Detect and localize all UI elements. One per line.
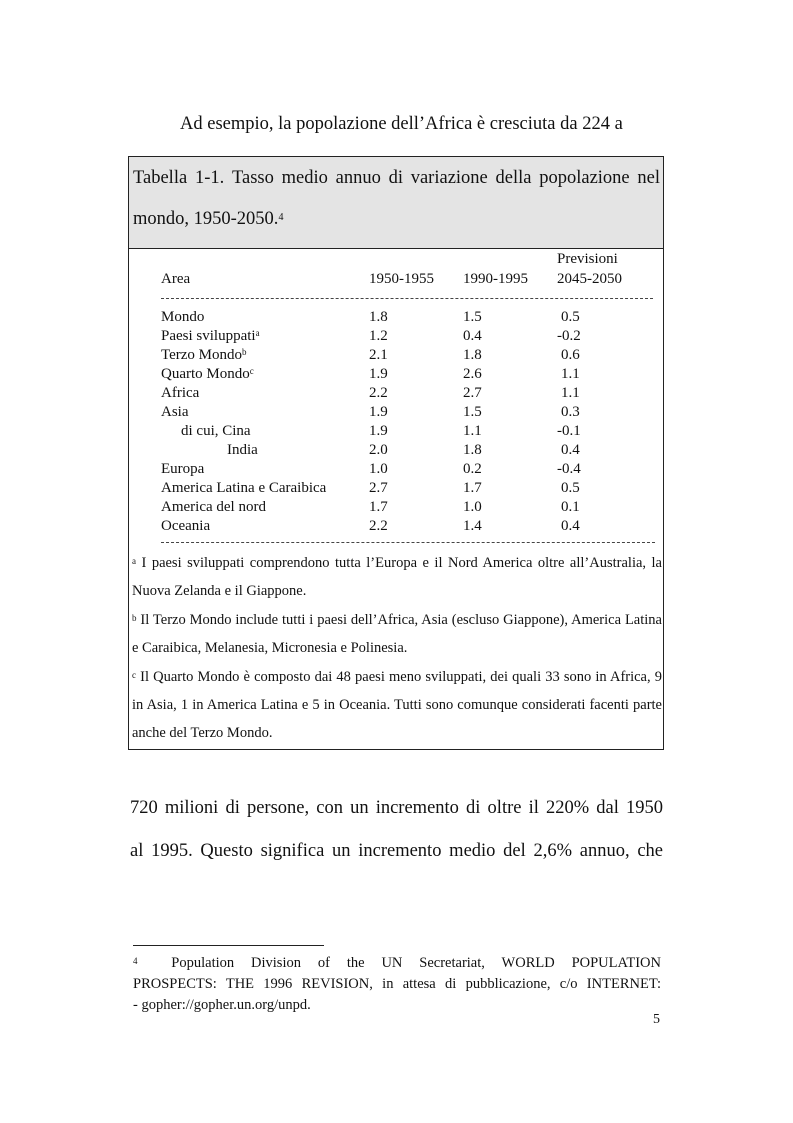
header-previsioni: Previsioni [557,251,618,267]
note-text: Il Terzo Mondo include tutti i paesi dell’Africa, Asia (escluso Giappone), America Latina e Caraibica, Melanesia, Micronesia e Polinesia. [132,612,662,656]
row-value-2045-2050: 0.6 [561,347,580,363]
page-number: 5 [653,1012,660,1027]
row-note-mark: a [255,328,260,338]
table-note-c [132,663,662,747]
header-1950-1955: 1950-1955 [369,271,434,287]
row-value-1990-1995: 0.4 [463,328,482,344]
caption-footnote-ref: 4 [278,212,284,223]
row-value-2045-2050: 1.1 [561,366,580,382]
row-value-1990-1995: 1.8 [463,347,482,363]
row-value-1990-1995: 1.5 [463,404,482,420]
row-value-1950-1955: 1.9 [369,404,388,420]
row-value-2045-2050: -0.1 [557,423,581,439]
caption-word: popolazione [539,168,630,188]
row-value-2045-2050: -0.4 [557,461,581,477]
caption-word: di [388,168,403,188]
caption-word: Tasso [231,168,274,188]
row-value-1950-1955: 1.0 [369,461,388,477]
row-area: Quarto Mondo$^c$ [161,366,254,382]
row-area: Paesi sviluppati$^a$ [161,328,260,344]
intro-line: Ad esempio, la popolazione dell’Africa è cresciuta da 224 a [180,114,623,134]
row-area: Oceania [161,518,211,534]
note-mark: a [132,556,136,566]
row-area: di cui, Cina [181,423,251,439]
note-text: I paesi sviluppati comprendono tutta l’Europa e il Nord America oltre all’Australia, la Nuova Zelanda e il Giappone. [132,555,662,599]
caption-word: della [495,168,532,188]
row-value-1950-1955: 2.2 [369,385,388,401]
table-caption [129,157,663,249]
row-area: Europa [161,461,205,477]
header-1990-1995: 1990-1995 [463,271,528,287]
row-value-1990-1995: 1.4 [463,518,482,534]
footnote-mark: 4 [133,956,138,966]
row-value-1990-1995: 1.5 [463,309,482,325]
divider-top [161,298,653,299]
row-note-mark: b [242,347,247,357]
header-2045-2050: 2045-2050 [557,271,622,287]
caption-word: 1-1. [194,168,225,188]
row-value-1990-1995: 1.0 [463,499,482,515]
row-value-2045-2050: 0.3 [561,404,580,420]
row-value-2045-2050: -0.2 [557,328,581,344]
row-value-1950-1955: 1.8 [369,309,388,325]
row-value-2045-2050: 1.1 [561,385,580,401]
row-value-1990-1995: 1.1 [463,423,482,439]
caption-word: medio [281,168,328,188]
row-value-1950-1955: 1.2 [369,328,388,344]
row-area: Terzo Mondo$^b$ [161,347,247,363]
note-mark: c [132,670,136,680]
row-value-2045-2050: 0.4 [561,518,580,534]
header-area: Area [161,271,191,287]
row-value-1950-1955: 2.0 [369,442,388,458]
caption-word: variazione [410,168,488,188]
footnote-rule [133,945,324,946]
row-value-1950-1955: 2.2 [369,518,388,534]
footnote-line-1: $^4$ Population Division of the UN Secretariat, WORLD POPULATION [133,955,662,971]
footnote-line-3: - gopher://gopher.un.org/unpd. [133,997,311,1013]
row-value-2045-2050: 0.5 [561,309,580,325]
table-notes [132,549,662,748]
row-value-1950-1955: 2.7 [369,480,388,496]
row-value-1950-1955: 1.7 [369,499,388,515]
row-value-1990-1995: 2.7 [463,385,482,401]
caption-word: annuo [335,168,381,188]
table-note-b [132,606,662,662]
table-note-a [132,549,662,605]
row-area: America Latina e Caraibica [161,480,327,496]
row-value-1950-1955: 1.9 [369,366,388,382]
caption-line-1 [133,158,660,199]
row-value-1950-1955: 2.1 [369,347,388,363]
row-value-1950-1955: 1.9 [369,423,388,439]
note-text: Il Quarto Mondo è composto dai 48 paesi meno sviluppati, dei quali 33 sono in Africa, 9 in Asia, 1 in America Latina e 5 in Oceania. Tutti sono comunque considerati facenti parte anche del Terzo Mondo. [132,669,662,741]
row-area: Mondo [161,309,205,325]
note-mark: b [132,613,137,623]
row-area: Asia [161,404,189,420]
row-area: India [227,442,258,458]
body-line-2: al 1995. Questo significa un incremento medio del 2,6% annuo, che [130,841,663,861]
row-area: Africa [161,385,200,401]
footnote [133,953,661,1016]
body-line-1: 720 milioni di persone, con un incremento di oltre il 220% dal 1950 [130,798,663,818]
row-note-mark: c [249,366,254,376]
row-value-1990-1995: 1.7 [463,480,482,496]
caption-line-2: mondo, 1950-2050.$^4$ [133,209,284,229]
row-value-1990-1995: 1.8 [463,442,482,458]
row-value-2045-2050: 0.1 [561,499,580,515]
row-area: America del nord [161,499,266,515]
population-table [128,156,664,750]
footnote-line-2: PROSPECTS: THE 1996 REVISION, in attesa di pubblicazione, c/o INTERNET: [133,976,661,992]
row-value-1990-1995: 0.2 [463,461,482,477]
caption-word: Tabella [133,168,188,188]
caption-word: nel [637,168,660,188]
row-value-2045-2050: 0.4 [561,442,580,458]
row-value-1990-1995: 2.6 [463,366,482,382]
divider-bottom [161,542,655,543]
row-value-2045-2050: 0.5 [561,480,580,496]
